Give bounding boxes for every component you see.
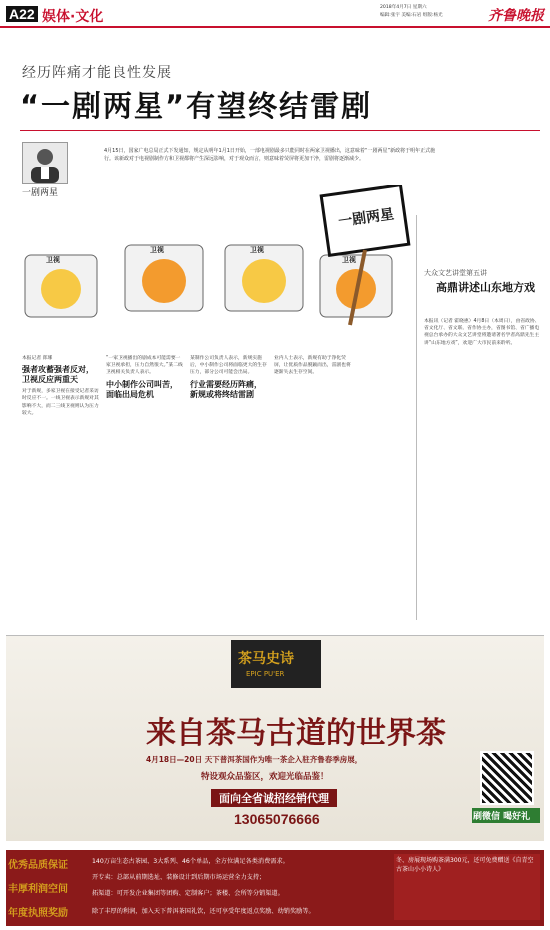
brand-english: EPIC PU'ER — [246, 670, 285, 678]
masthead — [0, 0, 550, 28]
page-number: A22 — [6, 6, 38, 22]
paper-name: 齐鲁晚报 — [488, 8, 544, 24]
subhead: 强者攻蓄强者反对，卫视反应两重天 — [22, 365, 94, 385]
date-line: 2018年4月7日 星期六 — [380, 5, 427, 10]
ad-line-1: 140万亩生态古茶园、3大系列、46个单品，全方位满足各类消费需求。 — [92, 858, 289, 865]
sidebar-body: 本报讯（记者 霍晓惠）4月8日（本周日），由省政协、省文化厅、省文联、省作协主办，省图书馆、省广播电视总台承办的大众文艺讲堂将邀请著名学者高鼎先生主讲“山东地方戏”，欢迎广大市民前来聆听。 — [424, 319, 540, 346]
divider — [20, 130, 540, 131]
promo-box: 冬、房展现场购茶满300元，还可免费赠送《自青空古茶山小小诗人》 — [394, 854, 540, 920]
qr-caption: 刷微信 喝好礼 — [472, 808, 540, 823]
benefit-3: 年度执照奖励 — [8, 908, 68, 919]
article-kicker: 经历阵痛才能良性发展 — [22, 65, 172, 81]
editor-line: 编辑:张宇 美编:石岩 组版:杨光 — [380, 13, 443, 18]
portrait-photo — [22, 142, 68, 184]
ad-recruit: 面向全省诚招经销代理 — [211, 789, 337, 807]
paragraph: 某制作公司负责人表示，新规实施后，中小制作公司将面临更大的生存压力，部分公司可能会出局。 — [190, 356, 267, 376]
article-headline: “一剧两星”有望终结雷剧 — [20, 89, 373, 123]
ad-slogan: 来自茶马古道的世界茶 — [146, 716, 446, 751]
sidebar-kicker: 大众文艺讲堂第五讲 — [424, 269, 487, 277]
tea-advertisement — [6, 635, 544, 841]
bottom-banner-ad — [6, 850, 544, 926]
byline: 本报记者 郎琊 — [22, 356, 53, 361]
tv-label: 卫视 — [342, 256, 356, 264]
subhead: 中小制作公司叫苦，面临出局危机 — [106, 379, 178, 399]
subhead: 行业需要经历阵痛，新规或将终结雷剧 — [190, 379, 262, 399]
body-column-2 — [106, 355, 184, 403]
portrait-caption: 一剧两星 — [22, 188, 59, 198]
sidebar-title: 高鼎讲述山东地方戏 — [436, 281, 535, 294]
tv-label: 卫视 — [250, 246, 264, 254]
column-divider — [416, 215, 417, 620]
section-title: 娱体·文化 — [42, 9, 104, 25]
tv-illustration — [20, 185, 420, 335]
ad-invite: 特设观众品鉴区，欢迎光临品鉴！ — [201, 772, 329, 782]
body-column-3 — [190, 355, 268, 403]
ad-phone: 13065076666 — [234, 811, 320, 827]
body-column-1 — [22, 355, 100, 417]
tv-label: 卫视 — [46, 256, 60, 264]
paragraph: “一家卫视播出的剧成本可能需要一家卫视承担，压力自然很大。”某二线卫视相关负责人表示。 — [106, 356, 183, 376]
sign-text: 一剧两星 — [337, 206, 395, 231]
qr-code — [480, 751, 534, 805]
benefit-2: 丰厚利润空间 — [8, 884, 68, 895]
ad-line-2: 开专卖：总部从前期选址、装修设计到后期市场运营全力支持； — [92, 874, 266, 881]
body-column-4 — [274, 355, 352, 377]
paragraph: 业内人士表示，新规有助于净化荧屏，让优质作品脱颖而出，雷剧也将逐渐失去生存空间。 — [274, 356, 351, 376]
benefit-1: 优秀品质保证 — [8, 860, 68, 871]
ad-line-4: 除了丰厚的利润，加入天下普洱茶国礼饮，还可享受年度返点奖励、幼销奖励等。 — [92, 908, 315, 915]
article-lead: 4月15日，国家广电总局正式下发通知，规定从明年1月1日开始，一部电视剧最多只能同时在两家卫视播出，这意味着“一剧两星”新政将于明年正式施行。该新政对于电视剧制作方和卫视都将产生深远影响，对于观众而言，则意味着荧屏将更加干净，雷剧将逐渐减少。 — [104, 148, 436, 162]
ad-event: 4月18日—20日 天下普洱茶国作为唯一茶企入驻齐鲁春季房展， — [146, 755, 363, 764]
brand-name: 茶马史诗 — [238, 651, 294, 667]
paragraph: 对于新规，多家卫视在接受记者采访时反应不一。一线卫视表示新规对其影响不大，而二三线卫视则认为压力较大。 — [22, 389, 99, 416]
ad-line-3: 拓渠道：可开发企业集团等团购、定制客户；茶楼、会所等分销渠道。 — [92, 890, 284, 897]
tv-label: 卫视 — [150, 246, 164, 254]
